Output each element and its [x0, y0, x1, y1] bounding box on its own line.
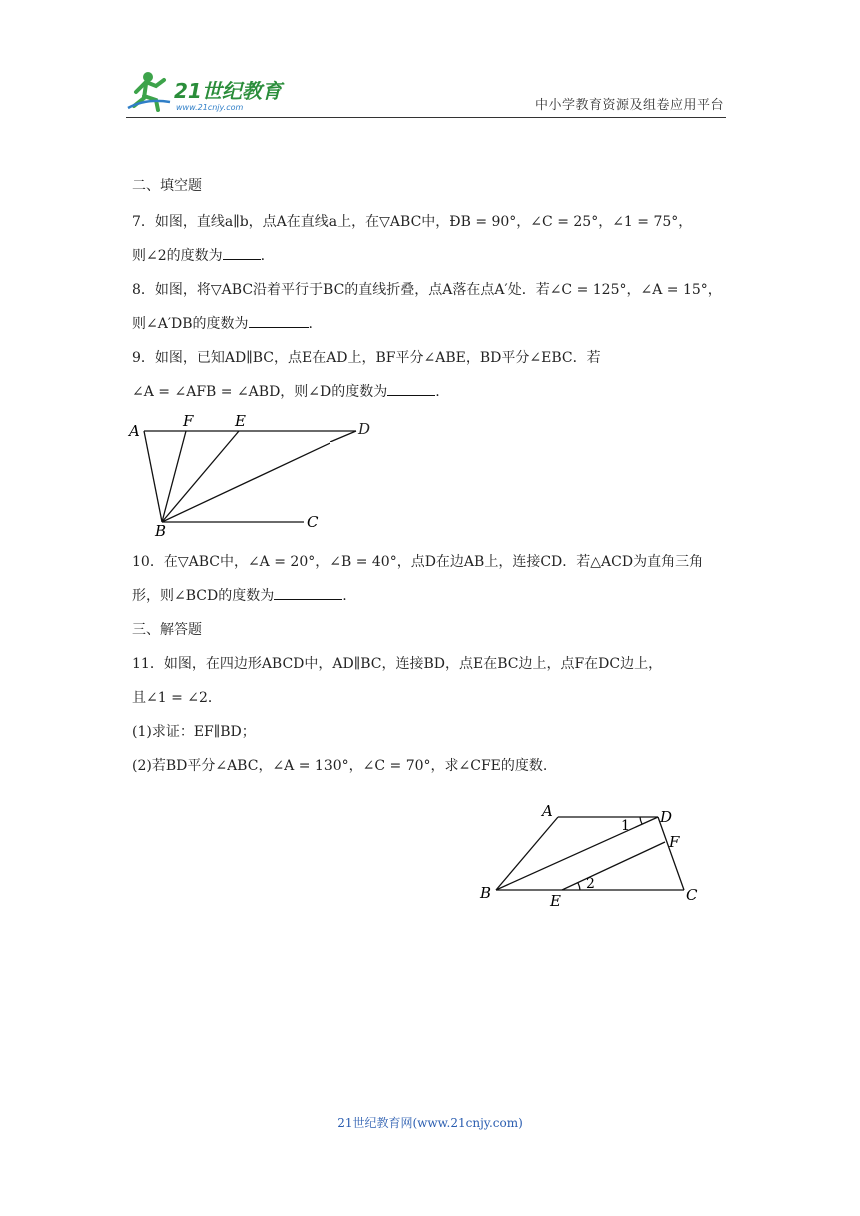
q11-line2: 且∠1 = ∠2． [132, 690, 222, 706]
segment-bd [496, 817, 658, 890]
angle-2-arc [578, 883, 580, 890]
segment-ef [562, 842, 665, 890]
angle-1-arc [640, 817, 642, 824]
label-angle-2: 2 [586, 876, 595, 892]
q9-figure [126, 412, 330, 538]
q11-part1: (1)求证：EF∥BD； [132, 724, 256, 740]
q7-line1: 7．如图，直线a∥b，点A在直线a上，在▽ABC中，ÐB = 90°，∠C = 25°，∠1 = 75°， [132, 214, 693, 230]
q9-answer-blank[interactable] [387, 382, 435, 396]
segment-ab [496, 817, 558, 890]
label-angle-1: 1 [621, 818, 630, 834]
header-rule [126, 117, 726, 118]
q8-line2-end: . [308, 316, 313, 332]
q8-line2 [132, 314, 313, 334]
label-f: F [183, 412, 194, 430]
q10-line2 [132, 586, 347, 606]
q8-line1: 8．如图，将▽ABC沿着平行于BC的直线折叠，点A落在点A′处．若∠C = 125°，∠A = 15°， [132, 282, 722, 298]
q10-line2-text: 形，则∠BCD的度数为 [132, 588, 275, 604]
segment-bd [162, 431, 330, 522]
q8-line2-text: 则∠A′DB的度数为 [132, 316, 249, 332]
q10-answer-blank[interactable] [274, 586, 342, 600]
q7-answer-blank[interactable] [223, 246, 261, 260]
page-footer[interactable]: 21世纪教育网(www.21cnjy.com) [337, 1116, 523, 1130]
label-e: E [235, 412, 246, 430]
section-solve-title: 三、解答题 [132, 622, 202, 638]
q8-answer-blank[interactable] [249, 314, 309, 328]
q7-line2-end: . [260, 248, 266, 264]
section-fill-title: 二、填空题 [132, 178, 202, 194]
q9-line2 [132, 382, 440, 402]
platform-name: 中小学教育资源及组卷应用平台 [534, 98, 724, 113]
q10-line2-end: . [342, 588, 347, 604]
q11-line1: 11．如图，在四边形ABCD中，AD∥BC，连接BD，点E在BC边上，点F在DC边上， [132, 656, 663, 672]
label-e: E [550, 892, 561, 910]
label-a: A [542, 802, 553, 820]
q7-line2 [132, 246, 265, 266]
runner-icon [128, 72, 170, 110]
segment-dc [658, 817, 684, 890]
label-c: C [307, 513, 319, 531]
q10-line1: 10．在▽ABC中，∠A = 20°，∠B = 40°，点D在边AB上，连接CD．若△ACD为直角三角 [132, 554, 704, 570]
label-b: B [155, 522, 167, 538]
label-f: F [669, 833, 680, 851]
logo-url-text: www.21cnjy.com [176, 103, 244, 112]
q11-part2: (2)若BD平分∠ABC，∠A = 130°，∠C = 70°，求∠CFE的度数. [132, 758, 548, 774]
label-d: D [660, 808, 673, 826]
label-c: C [686, 886, 698, 904]
label-a: A [129, 422, 140, 440]
logo [126, 68, 296, 114]
q9-line2-end: . [435, 384, 440, 400]
q7-line2-text: 则∠2的度数为 [132, 248, 223, 264]
q11-figure [476, 800, 706, 912]
label-d: D [358, 420, 371, 438]
q9-line2-text: ∠A = ∠AFB = ∠ABD，则∠D的度数为 [132, 384, 388, 400]
q9-figure-ext [330, 412, 360, 442]
logo-main-text: 21世纪教育 [174, 79, 282, 103]
q9-line1: 9．如图，已知AD∥BC，点E在AD上，BF平分∠ABE，BD平分∠EBC．若 [132, 350, 601, 366]
segment-ab [144, 431, 162, 522]
page-header [126, 68, 726, 118]
label-b: B [480, 884, 492, 902]
